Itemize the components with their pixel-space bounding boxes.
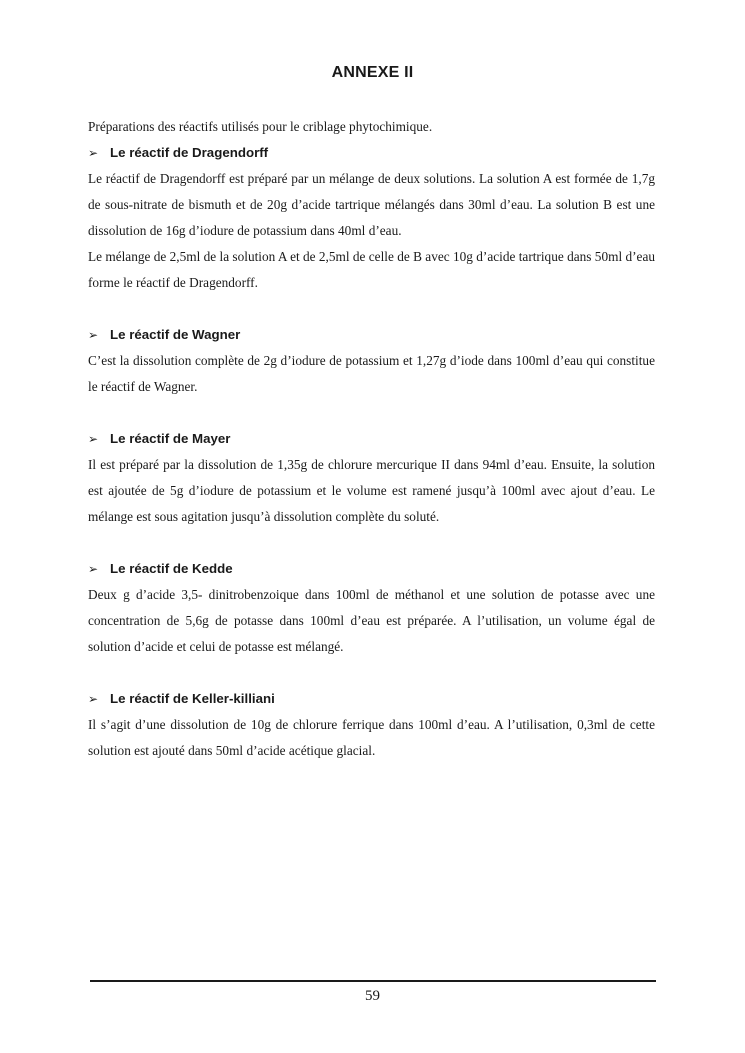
section-heading-text: Le réactif de Mayer bbox=[110, 431, 231, 446]
section-heading bbox=[88, 426, 655, 452]
page-title: ANNEXE II bbox=[331, 64, 414, 81]
section-keller-killiani bbox=[88, 686, 655, 764]
section-heading bbox=[88, 686, 655, 712]
section-paragraph: Il est préparé par la dissolution de 1,35g de chlorure mercurique II dans 94ml d’eau. Ensuite, la solution est ajoutée de 5g d’iodure de potassium et le volume est ramené jusqu’à 100ml avec ajout d’eau. Le mélange est sous agitation jusqu’à dissolution complète du soluté. bbox=[88, 457, 655, 524]
arrow-bullet-icon: ➢ bbox=[88, 432, 99, 446]
section-heading bbox=[88, 140, 655, 166]
section-paragraph: Le mélange de 2,5ml de la solution A et de 2,5ml de celle de B avec 10g d’acide tartrique dans 50ml d’eau forme le réactif de Dragendorff. bbox=[88, 249, 655, 290]
section-kedde bbox=[88, 556, 655, 660]
footer-divider bbox=[90, 980, 656, 982]
section-paragraph: Il s’agit d’une dissolution de 10g de chlorure ferrique dans 100ml d’eau. A l’utilisation, 0,3ml de cette solution est ajouté dans 50ml d’acide acétique glacial. bbox=[88, 717, 655, 758]
intro-paragraph: Préparations des réactifs utilisés pour le criblage phytochimique. bbox=[88, 119, 433, 134]
section-paragraph: Le réactif de Dragendorff est préparé par un mélange de deux solutions. La solution A est formée de 1,7g de sous-nitrate de bismuth et de 20g d’acide tartrique mélangés dans 30ml d’eau. La solution B est une dissolution de 16g d’iodure de potassium dans 40ml d’eau. bbox=[88, 171, 655, 238]
section-mayer bbox=[88, 426, 655, 530]
section-heading bbox=[88, 556, 655, 582]
section-paragraph: C’est la dissolution complète de 2g d’iodure de potassium et 1,27g d’iode dans 100ml d’eau qui constitue le réactif de Wagner. bbox=[88, 353, 655, 394]
section-heading bbox=[88, 322, 655, 348]
arrow-bullet-icon: ➢ bbox=[88, 328, 99, 342]
section-heading-text: Le réactif de Keller-killiani bbox=[110, 691, 275, 706]
arrow-bullet-icon: ➢ bbox=[88, 692, 99, 706]
section-heading-text: Le réactif de Dragendorff bbox=[110, 145, 269, 160]
section-dragendorff bbox=[88, 140, 655, 296]
page-number: 59 bbox=[365, 988, 380, 1004]
section-heading-text: Le réactif de Wagner bbox=[110, 327, 241, 342]
arrow-bullet-icon: ➢ bbox=[88, 146, 99, 160]
section-wagner bbox=[88, 322, 655, 400]
document-body bbox=[88, 114, 655, 764]
section-heading-text: Le réactif de Kedde bbox=[110, 561, 233, 576]
arrow-bullet-icon: ➢ bbox=[88, 562, 99, 576]
section-paragraph: Deux g d’acide 3,5- dinitrobenzoique dans 100ml de méthanol et une solution de potasse avec une concentration de 5,6g de potasse dans 100ml d’eau est préparée. A l’utilisation, un volume égal de solution d’acide et celui de potasse est mélangé. bbox=[88, 587, 655, 654]
